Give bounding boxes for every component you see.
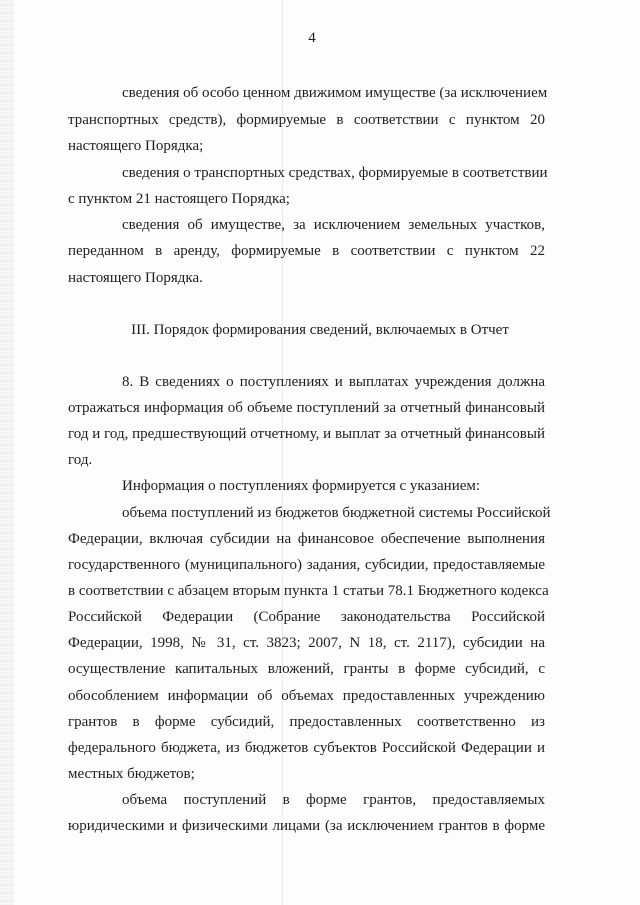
page-number: 4 xyxy=(308,30,316,46)
text-line: Федерации, 1998, № 31, ст. 3823; 2007, N 18, ст. 2117), субсидии на xyxy=(68,635,545,651)
text-line: государственного (муниципального) задания, субсидии, предоставляемые xyxy=(68,557,545,573)
text-line: Федерации, включая субсидии на финансовое обеспечение выполнения xyxy=(68,531,545,547)
scan-edge-shadow xyxy=(0,0,14,905)
text-line: Информация о поступлениях формируется с указанием: xyxy=(122,478,481,494)
text-line: переданном в аренду, формируемые в соответствии с пунктом 22 xyxy=(68,243,545,259)
text-line: объема поступлений из бюджетов бюджетной системы Российской xyxy=(122,505,551,521)
text-line: настоящего Порядка; xyxy=(68,138,204,154)
text-line: год. xyxy=(68,452,93,468)
text-line: юридическими и физическими лицами (за исключением грантов в форме xyxy=(68,818,545,834)
text-line: сведения о транспортных средствах, формируемые в соответствии xyxy=(122,165,548,181)
text-line: местных бюджетов; xyxy=(68,766,195,782)
text-line: Российской Федерации (Собрание законодательства Российской xyxy=(68,609,545,625)
text-line: обособлением информации об объемах предоставленных учреждению xyxy=(68,688,545,704)
text-line: осуществление капитальных вложений, гранты в форме субсидий, с xyxy=(68,661,545,677)
text-line: в соответствии с абзацем вторым пункта 1 статьи 78.1 Бюджетного кодекса xyxy=(68,583,549,599)
text-line: сведения об особо ценном движимом имуществе (за исключением xyxy=(122,85,548,101)
text-line: объема поступлений в форме грантов, предоставляемых xyxy=(122,792,545,808)
section-heading: III. Порядок формирования сведений, включаемых в Отчет xyxy=(131,322,509,338)
text-line: грантов в форме субсидий, предоставленных соответственно из xyxy=(68,714,545,730)
text-line: настоящего Порядка. xyxy=(68,270,203,286)
text-line: федерального бюджета, из бюджетов субъектов Российской Федерации и xyxy=(68,740,545,756)
text-line: с пунктом 21 настоящего Порядка; xyxy=(68,191,290,207)
text-line: год и год, предшествующий отчетному, и выплат за отчетный финансовый xyxy=(68,426,545,442)
text-line: сведения об имуществе, за исключением земельных участков, xyxy=(122,217,545,233)
text-line: отражаться информация об объеме поступлений за отчетный финансовый xyxy=(68,400,545,416)
scan-fold-line xyxy=(282,0,283,905)
text-line: 8. В сведениях о поступлениях и выплатах учреждения должна xyxy=(122,374,545,390)
text-line: транспортных средств), формируемые в соответствии с пунктом 20 xyxy=(68,112,545,128)
